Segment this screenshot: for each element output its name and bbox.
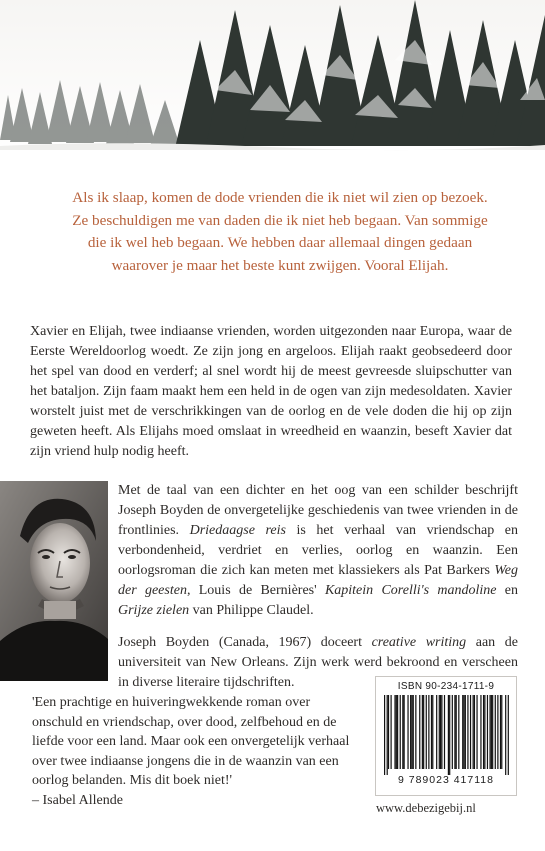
barcode-bar [480,695,481,769]
review-text: Met de taal van een dichter en het oog van een schilder beschrijft Joseph Boyden de onvergetelijke geschiedenis van twee vrienden in de frontlinies. [118,483,518,538]
barcode-bar [419,695,420,769]
review-quote-text: 'Een prachtige en huiveringwekkende roman over onschuld en vriendschap, over dood, zelfbehoud en de liefde voor een land. Maar ook een onvergetelijk verhaal over twee indiaanse jongens die in de waanzin van een oorlog belanden. Mis dit boek niet!' [32,695,350,788]
barcode-bar [448,695,449,775]
barcode-bar [473,695,474,769]
snowy-forest-image [0,0,545,165]
barcode-bar [454,695,455,769]
barcode-bar [495,695,496,769]
barcode-bar [394,695,395,769]
publisher-url: www.debezigebij.nl [376,801,476,815]
synopsis-blurb [30,322,512,462]
subject-emphasis: creative writing [371,635,467,650]
bio-text: aan de universiteit van New Orleans. Zijn werk werd bekroond en verscheen in diverse literaire tijdschriften. [118,635,518,690]
barcode-bar [492,695,493,769]
barcode-bar [397,695,398,769]
barcode-bar [476,695,477,769]
barcode-bar [439,695,440,769]
review-text: en [496,583,518,598]
barcode-bar [415,695,416,769]
review-text: van Philippe Claudel. [189,603,314,618]
barcode-bar [462,695,463,769]
barcode-bar [396,695,397,769]
barcode-bar [431,695,432,769]
pull-quote-line: Als ik slaap, komen de dode vrienden die ik niet wil zien op bezoek. [72,189,488,206]
author-photo [0,481,108,681]
barcode-bar [444,695,445,769]
author-bio [118,481,518,705]
barcode-bar [428,695,429,769]
barcode-bar [400,695,401,769]
barcode-bar [404,695,405,769]
barcode-bar [483,695,484,769]
pull-quote-line: waarover je maar het beste kunt zwijgen. Vooral Elijah. [111,256,449,274]
review-text: , Louis de Bernières' [186,583,325,598]
barcode-bar [465,695,466,769]
barcode-bar [407,695,408,769]
pull-quote-line: die ik wel heb begaan. We hebben daar allemaal dingen gedaan [87,234,473,251]
isbn-barcode [375,676,517,796]
barcode-bar [505,695,506,775]
barcode-bar [452,695,453,769]
barcode-bar [441,695,442,769]
barcode-bar [487,695,488,769]
barcode-bar [449,695,450,775]
barcode-bar [422,695,423,769]
barcode-bar [388,695,389,769]
barcode-bar [410,695,411,769]
barcode-bar [384,695,385,775]
bio-text: Joseph Boyden (Canada, 1967) doceert [118,635,372,650]
barcode-bar [501,695,502,769]
isbn-label: ISBN 90-234-1711-9 [397,681,495,692]
barcode-digits: 9 789023 417118 [398,774,494,786]
barcode-bar [423,695,424,769]
review-paragraph [118,481,518,621]
barcode-bar [474,695,475,769]
barcode-bar [491,695,492,769]
barcode-bar [456,695,457,769]
barcode-bar [432,695,433,769]
synopsis-text: Xavier en Elijah, twee indiaanse vrienden, worden uitgezonden naar Europa, waar de Eerste Wereldoorlog woedt. Ze zijn jong en argeloos. Elijah raakt geobsedeerd door het spel van dood en verderf; al snel wordt hij de meest gevreesde sluipschutter van het bataljon. Zijn faam maakt hem een held in de ogen van zijn medesoldaten. Xavier worstelt juist met de verschrikkingen van de oorlog en de vele doden die hij op zijn geweten heeft. Als Elijahs moed omslaat in wreedheid en waanzin, beseft Xavier dat zijn vriend hulp nodig heeft. [30,324,512,459]
barcode-bar [489,695,490,769]
barcode-bar [458,695,459,769]
barcode-bar [508,695,509,775]
book-title: Driedaagse reis [189,523,286,538]
barcode-bar [402,695,403,769]
barcode-bar [467,695,468,769]
barcode-bar [436,695,437,769]
barcode-bar [426,695,427,769]
barcode-bar [411,695,412,769]
barcode-bar [500,695,501,769]
barcode-bar [387,695,388,775]
book-title: Weg der geesten [118,563,518,598]
pull-quote [36,187,524,277]
book-title: Kapitein Corelli's mandoline [324,583,497,598]
barcode-bar [470,695,471,769]
barcode-bar [413,695,414,769]
review-text: is het verhaal van vriendschap en verbondenheid, verdriet en verlies, oorlog en waanzin. Een oorlogsroman die zich kan meten met klassiekers als Pat Barkers [118,523,518,578]
barcode-bar [391,695,392,769]
barcode-bars [384,695,509,775]
barcode-bar [440,695,441,769]
barcode-bar [463,695,464,769]
review-quote [32,693,357,810]
barcode-bar [497,695,498,769]
book-title: Grijze zielen [118,603,190,618]
barcode-bar [484,695,485,769]
review-quote-attribution: – Isabel Allende [32,792,123,808]
pull-quote-line: Ze beschuldigen me van daden die ik niet heb begaan. Van sommige [72,211,488,229]
